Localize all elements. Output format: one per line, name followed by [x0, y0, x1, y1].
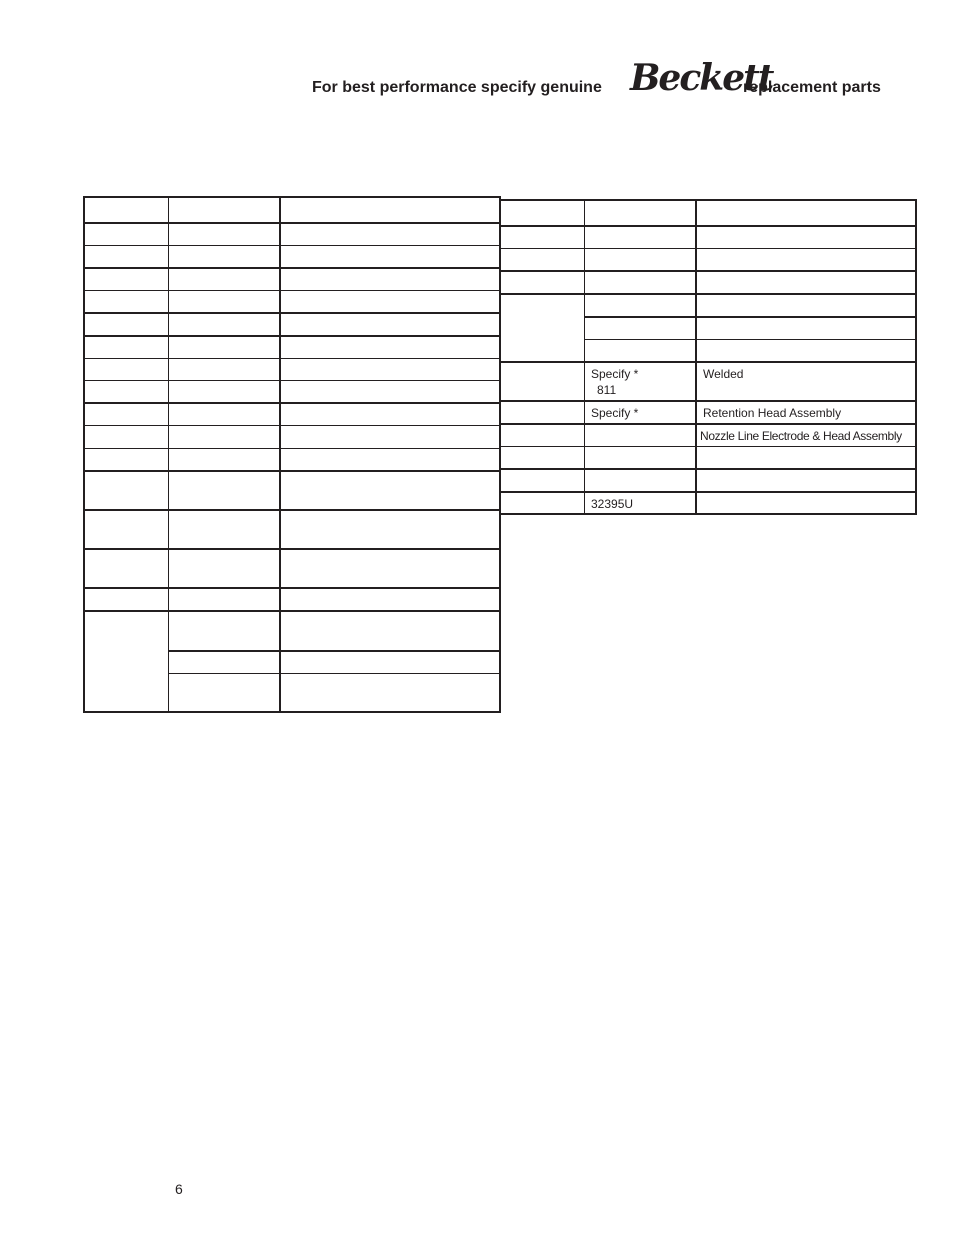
table-cell	[169, 290, 281, 313]
parts-table-left	[83, 196, 501, 713]
table-cell	[84, 425, 169, 448]
table-cell	[84, 313, 169, 336]
table-cell	[280, 245, 500, 268]
table-cell	[280, 549, 500, 588]
table-cell	[280, 510, 500, 549]
table-cell	[169, 549, 281, 588]
table-cell	[169, 588, 281, 611]
table-cell	[84, 549, 169, 588]
table-cell	[84, 290, 169, 313]
table-cell	[280, 358, 500, 380]
table-cell	[280, 471, 500, 510]
table-cell	[84, 245, 169, 268]
table-cell	[84, 268, 169, 290]
table-cell	[280, 197, 500, 223]
table-cell	[585, 362, 697, 401]
table-cell	[169, 611, 281, 651]
table-cell	[500, 294, 585, 362]
table-cell	[280, 268, 500, 290]
table-row	[500, 424, 916, 446]
table-cell	[585, 446, 697, 469]
part-number: 32395U	[591, 497, 634, 511]
table-cell	[500, 401, 585, 424]
table-cell	[500, 469, 585, 492]
table-cell	[84, 510, 169, 549]
table-cell	[169, 425, 281, 448]
table-cell	[696, 226, 916, 248]
table-cell	[84, 197, 169, 223]
table-cell	[500, 200, 585, 226]
table-cell	[696, 362, 916, 401]
table-cell	[500, 362, 585, 401]
table-cell	[280, 588, 500, 611]
table-cell	[585, 200, 697, 226]
part-number-specify: Specify *	[591, 367, 639, 381]
parts-table-right	[499, 199, 917, 515]
table-cell	[585, 248, 697, 271]
table-cell	[169, 510, 281, 549]
table-cell	[585, 424, 697, 446]
table-cell	[500, 248, 585, 271]
table-cell	[696, 446, 916, 469]
table-row	[500, 492, 916, 514]
table-cell	[585, 339, 697, 362]
part-description: Welded	[703, 367, 744, 381]
table-cell	[696, 271, 916, 294]
table-cell	[280, 448, 500, 471]
table-cell	[585, 469, 697, 492]
table-cell	[696, 248, 916, 271]
table-cell	[500, 492, 585, 514]
table-cell	[280, 651, 500, 673]
table-cell	[585, 294, 697, 317]
header-lead-text: For best performance specify genuine	[312, 79, 602, 96]
table-cell	[500, 271, 585, 294]
table-cell	[696, 401, 916, 424]
table-cell	[696, 424, 916, 446]
table-cell	[696, 469, 916, 492]
table-cell	[84, 358, 169, 380]
table-cell	[84, 471, 169, 510]
table-cell	[280, 223, 500, 245]
table-row	[500, 401, 916, 424]
table-cell	[585, 317, 697, 339]
table-cell	[169, 673, 281, 712]
table-cell	[696, 200, 916, 226]
table-cell	[585, 226, 697, 248]
table-cell	[696, 317, 916, 339]
table-cell	[280, 403, 500, 425]
table-cell	[500, 226, 585, 248]
table-cell	[84, 336, 169, 358]
table-cell	[169, 358, 281, 380]
table-cell	[84, 380, 169, 403]
table-cell	[169, 223, 281, 245]
table-cell	[169, 336, 281, 358]
beckett-logo: Beckett	[630, 57, 773, 99]
table-cell	[585, 401, 697, 424]
table-cell	[169, 380, 281, 403]
table-cell	[84, 448, 169, 471]
part-description: Retention Head Assembly	[703, 406, 842, 420]
part-number-specify: Specify *	[591, 406, 639, 420]
table-cell	[84, 588, 169, 611]
page-header	[312, 58, 902, 108]
table-cell	[280, 380, 500, 403]
table-cell	[696, 492, 916, 514]
table-cell	[280, 673, 500, 712]
table-cell	[169, 448, 281, 471]
table-cell	[696, 294, 916, 317]
table-row	[500, 362, 916, 401]
table-cell	[169, 403, 281, 425]
table-cell	[169, 313, 281, 336]
part-number: 811	[597, 383, 617, 397]
table-cell	[585, 492, 697, 514]
table-cell	[500, 446, 585, 469]
table-cell	[500, 424, 585, 446]
table-cell	[169, 471, 281, 510]
table-cell	[280, 425, 500, 448]
table-cell	[280, 611, 500, 651]
table-cell	[169, 245, 281, 268]
table-cell	[169, 268, 281, 290]
table-cell	[280, 336, 500, 358]
table-cell	[84, 611, 169, 712]
table-cell	[696, 339, 916, 362]
table-cell	[280, 313, 500, 336]
header-tail-text: replacement parts	[743, 79, 881, 96]
table-cell	[169, 197, 281, 223]
table-cell	[585, 271, 697, 294]
part-description: Nozzle Line Electrode & Head Assembly	[700, 429, 902, 443]
table-cell	[84, 403, 169, 425]
table-cell	[84, 223, 169, 245]
table-cell	[169, 651, 281, 673]
page-number: 6	[175, 1181, 183, 1197]
table-cell	[280, 290, 500, 313]
